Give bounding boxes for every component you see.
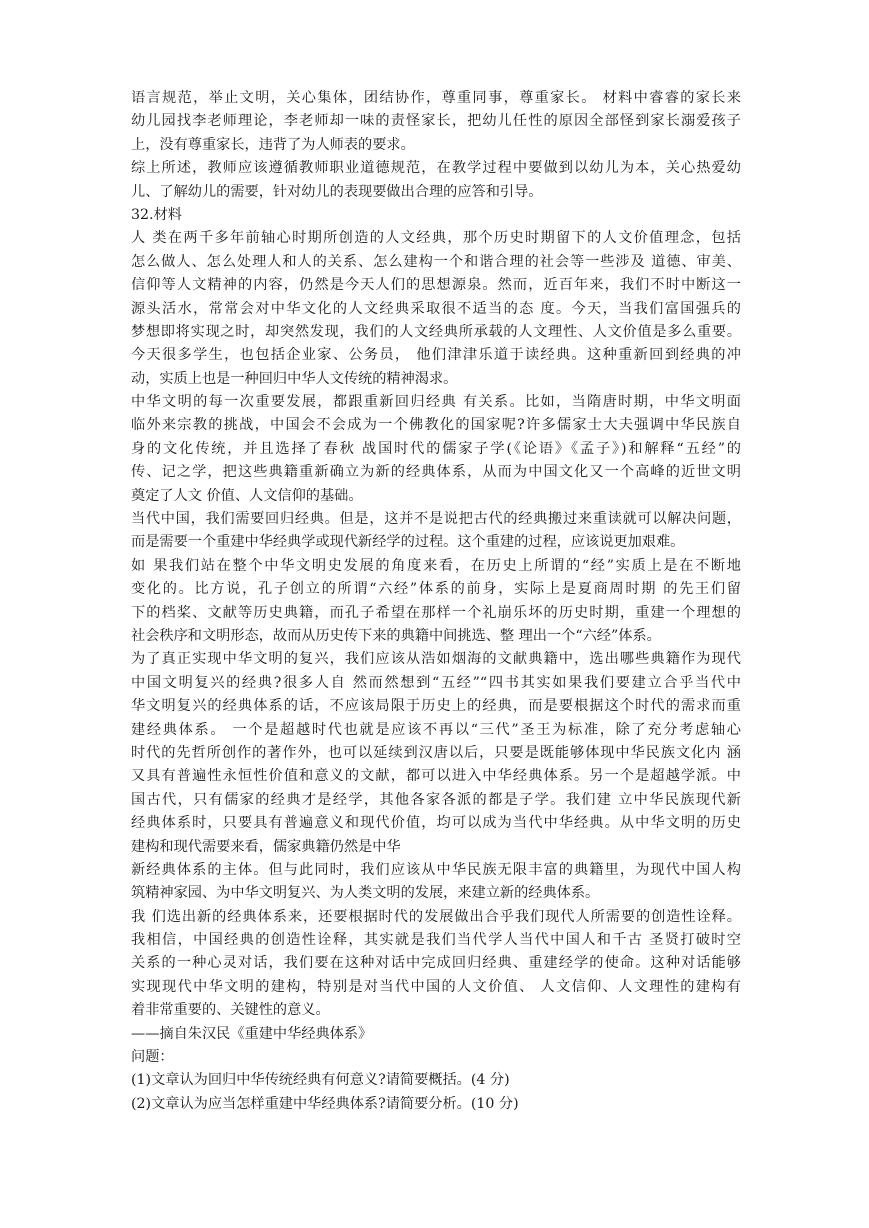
text-line: 奠定了人文 价值、人文信仰的基础。 (131, 487, 363, 504)
text-line: 梦想即将实现之时，却突然发现，我们的人文经典所承载的人文理性、人文价值是多么重要。 (131, 323, 741, 340)
text-line: 建构和现代需要来看，儒家典籍仍然是中华 (131, 838, 401, 855)
text-line: 信仰等人文精神的内容，仍然是今天人们的思想源泉。然而，近百年来，我们不时中断这一 (131, 277, 741, 294)
text-line: 关系的一种心灵对话，我们要在这种对话中完成回归经典、重建经学的使命。这种对话能够 (131, 955, 741, 972)
text-line: 人 类在两千多年前轴心时期所创造的人文经典，那个历史时期留下的人文价值理念，包括 (131, 230, 741, 247)
text-line: 身的文化传统，并且选择了春秋 战国时代的儒家子学(《论语》《孟子》)和解释“五经”的 (131, 440, 741, 457)
text-line: 变化的。比方说，孔子创立的所谓“六经”体系的前身，实际上是夏商周时期 的先王们留 (131, 581, 741, 598)
text-line: 32.材料 (131, 206, 182, 223)
text-line: 时代的先哲所创作的著作外，也可以延续到汉唐以后，只要是既能够体现中华民族文化内 涵 (131, 744, 741, 761)
text-line: 语言规范，举止文明，关心集体，团结协作，尊重同事，尊重家长。 材料中睿睿的家长来 (131, 90, 741, 106)
text-line: 源头活水，常常会对中华文化的人文经典采取很不适当的态 度。今天，当我们富国强兵的 (131, 300, 741, 317)
text-line: 综上所述，教师应该遵循教师职业道德规范，在教学过程中要做到以幼儿为本，关心热爱幼 (131, 160, 741, 177)
text-line: 华文明复兴的经典体系的话，不应该局限于历史上的经典，而是要根据这个时代的需求而重 (131, 698, 741, 715)
text-line: 我 们选出新的经典体系来，还要根据时代的发展做出合乎我们现代人所需要的创造性诠释。 (131, 908, 741, 925)
text-line: 着非常重要的、关键性的意义。 (131, 1002, 330, 1019)
text-line: 儿、了解幼儿的需要，针对幼儿的表现要做出合理的应答和引导。 (131, 183, 543, 200)
text-line: 我相信，中国经典的创造性诠释，其实就是我们当代学人当代中国人和千古 圣贤打破时空 (131, 932, 741, 949)
text-line: 传、记之学，把这些典籍重新确立为新的经典体系，从而为中国文化又一个高峰的近世文明 (131, 464, 741, 481)
text-line: 动，实质上也是一种回归中华人文传统的精神渴求。 (131, 370, 458, 387)
text-line: 下的档桨、文献等历史典籍，而孔子希望在那样一个礼崩乐坏的历史时期，重建一个理想的 (131, 604, 741, 621)
text-line: (1)文章认为回归中华传统经典有何意义?请简要概括。(4 分) (131, 1072, 510, 1089)
text-line: 筑精神家园、为中华文明复兴、为人类文明的发展，来建立新的经典体系。 (131, 885, 600, 902)
text-line: 社会秩序和文明形态，故而从历史传下来的典籍中间挑选、整 理出一个“六经”体系。 (131, 627, 661, 644)
text-line: 今天很多学生，也包括企业家、公务员， 他们津津乐道于读经典。这种重新回到经典的冲 (131, 347, 741, 364)
text-line: 当代中国，我们需要回归经典。但是，这并不是说把古代的经典搬过来重读就可以解决问题， (131, 511, 741, 528)
text-line: 怎么做人、怎么处理人和人的关系、怎么建构一个和谐合理的社会等一些涉及 道德、审美、 (131, 253, 741, 270)
text-line: 临外来宗教的挑战，中国会不会成为一个佛教化的国家呢?许多儒家士大夫强调中华民族自 (131, 417, 741, 434)
document-page (131, 87, 741, 1116)
text-line: 上，没有尊重家长，违背了为人师表的要求。 (131, 136, 415, 153)
text-line: 国古代，只有儒家的经典才是经学，其他各家各派的都是子学。我们建 立中华民族现代新 (131, 791, 741, 808)
text-line: 新经典体系的主体。但与此同时，我们应该从中华民族无限丰富的典籍里，为现代中国人构 (131, 861, 741, 878)
text-line: 问题： (131, 1049, 174, 1066)
text-line: 如 果我们站在整个中华文明史发展的角度来看，在历史上所谓的“经”实质上是在不断地 (131, 557, 741, 574)
text-line: ——摘自朱汉民《重建中华经典体系》 (131, 1025, 373, 1042)
text-line: (2)文章认为应当怎样重建中华经典体系?请简要分析。(10 分) (131, 1095, 519, 1112)
text-line: 经典体系时，只要具有普遍意义和现代价值，均可以成为当代中华经典。从中华文明的历史 (131, 815, 741, 832)
text-line: 建经典体系。 一个是超越时代也就是应该不再以“三代”圣王为标准，除了充分考虑轴心 (131, 721, 741, 738)
text-line: 中国文明复兴的经典?很多人自 然而然想到“五经”“四书其实如果我们要建立合乎当代中 (131, 674, 741, 691)
text-line: 中华文明的每一次重要发展，都跟重新回归经典 有关系。比如，当隋唐时期，中华文明面 (131, 394, 741, 411)
text-line: 实现现代中华文明的建构，特别是对当代中国的人文价值、 人文信仰、人文理性的建构有 (131, 978, 741, 995)
text-line: 又具有普遍性永恒性价值和意义的文献，都可以进入中华经典体系。另一个是超越学派。中 (131, 768, 741, 785)
text-line: 为了真正实现中华文明的复兴，我们应该从浩如烟海的文献典籍中，选出哪些典籍作为现代 (131, 651, 741, 668)
text-line: 而是需要一个重建中华经典学或现代新经学的过程。这个重建的过程，应该说更加艰难。 (131, 534, 685, 551)
text-line: 幼儿园找李老师理论，李老师却一味的责怪家长，把幼儿任性的原因全部怪到家长溺爱孩子 (131, 113, 741, 130)
